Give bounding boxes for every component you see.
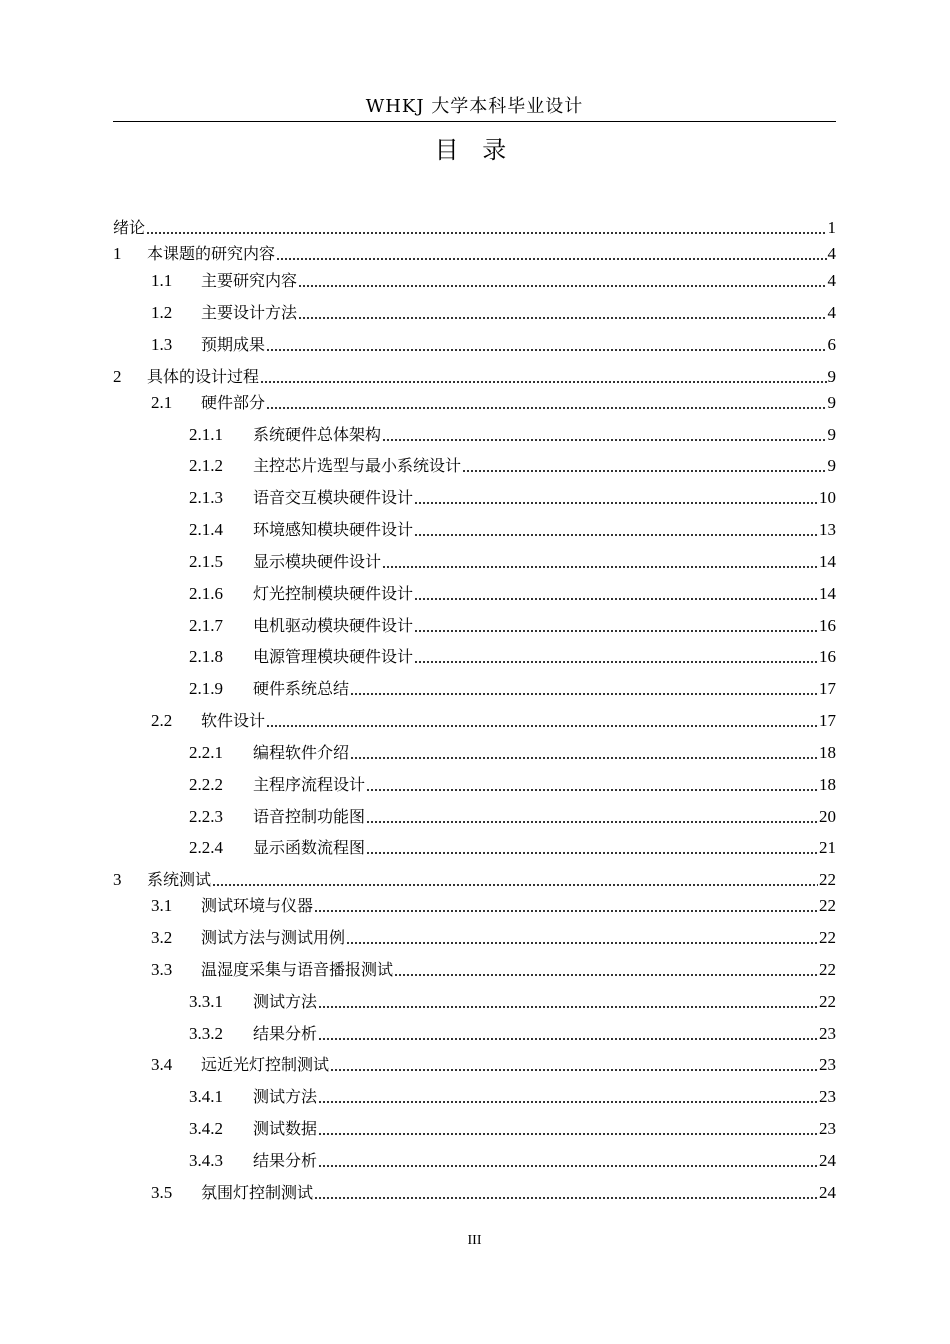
toc-entry-page-number: 16 — [819, 616, 836, 635]
toc-entry-label: 软件设计 — [201, 711, 266, 730]
toc-dot-leader — [266, 407, 826, 409]
toc-entry[interactable] — [189, 1116, 836, 1140]
toc-dot-leader — [298, 317, 826, 319]
toc-dot-leader — [366, 821, 818, 823]
toc-dot-leader — [318, 1165, 818, 1167]
toc-entry-label: 电机驱动模块硬件设计 — [253, 616, 414, 635]
toc-entry-page-number: 1 — [827, 218, 836, 237]
toc-entry-label: 测试环境与仪器 — [201, 896, 314, 915]
toc-entry-label: 主要设计方法 — [201, 303, 298, 322]
toc-dot-leader — [314, 1197, 818, 1199]
toc-entry[interactable] — [151, 1052, 836, 1076]
toc-entry[interactable] — [189, 989, 836, 1013]
toc-entry-page-number: 6 — [827, 335, 836, 354]
toc-entry[interactable] — [189, 1148, 836, 1172]
toc-entry-page-number: 22 — [819, 928, 836, 947]
toc-dot-leader — [318, 1006, 818, 1008]
toc-entry-number: 2.1.4 — [189, 520, 223, 539]
toc-entry-number: 1.3 — [151, 335, 173, 354]
toc-entry-label: 本课题的研究内容 — [147, 244, 276, 263]
toc-entry-label: 测试方法与测试用例 — [201, 928, 346, 947]
toc-entry-number: 3.3.2 — [189, 1024, 223, 1043]
toc-dot-leader — [414, 502, 818, 504]
toc-entry[interactable] — [189, 772, 836, 796]
toc-entry-number: 2.2.1 — [189, 743, 223, 762]
page-title: 目 录 — [434, 136, 515, 164]
toc-dot-leader — [212, 884, 818, 886]
toc-dot-leader — [394, 974, 818, 976]
toc-entry-page-number: 9 — [827, 456, 836, 475]
toc-entry-page-number: 18 — [819, 743, 836, 762]
toc-entry-label: 测试方法 — [253, 1087, 318, 1106]
page-header: WHKJ 大学本科毕业设计 — [365, 96, 584, 117]
toc-entry[interactable] — [189, 835, 836, 859]
toc-entry-label: 主控芯片选型与最小系统设计 — [253, 456, 462, 475]
toc-entry-page-number: 17 — [819, 711, 836, 730]
toc-entry[interactable] — [189, 453, 836, 477]
toc-dot-leader — [462, 470, 826, 472]
toc-entry-label: 显示模块硬件设计 — [253, 552, 382, 571]
toc-entry-label: 远近光灯控制测试 — [201, 1055, 330, 1074]
toc-entry-page-number: 24 — [819, 1151, 836, 1170]
toc-entry-page-number: 24 — [819, 1183, 836, 1202]
toc-entry-page-number: 9 — [827, 425, 836, 444]
toc-dot-leader — [350, 757, 818, 759]
toc-entry-label: 硬件部分 — [201, 393, 266, 412]
toc-entry-number: 2.2.4 — [189, 838, 223, 857]
toc-dot-leader — [366, 789, 818, 791]
toc-entry-page-number: 14 — [819, 584, 836, 603]
toc-entry-number: 3 — [113, 870, 122, 889]
toc-dot-leader — [330, 1069, 818, 1071]
toc-dot-leader — [314, 910, 818, 912]
toc-entry[interactable] — [189, 485, 836, 509]
toc-entry-number: 2.1 — [151, 393, 173, 412]
toc-entry-number: 3.3.1 — [189, 992, 223, 1011]
toc-entry-page-number: 20 — [819, 807, 836, 826]
toc-entry-number: 1.2 — [151, 303, 173, 322]
toc-entry-number: 2.1.5 — [189, 552, 223, 571]
toc-entry-number: 2.1.6 — [189, 584, 223, 603]
toc-dot-leader — [318, 1101, 818, 1103]
toc-entry-number: 2.1.8 — [189, 647, 223, 666]
toc-entry-label: 结果分析 — [253, 1151, 318, 1170]
toc-entry-label: 主程序流程设计 — [253, 775, 366, 794]
toc-entry-page-number: 9 — [827, 367, 836, 386]
toc-entry-label: 氛围灯控制测试 — [201, 1183, 314, 1202]
toc-entry-label: 编程软件介绍 — [253, 743, 350, 762]
toc-entry-page-number: 18 — [819, 775, 836, 794]
toc-entry-number: 1 — [113, 244, 122, 263]
toc-entry[interactable] — [113, 215, 836, 239]
toc-dot-leader — [298, 285, 826, 287]
toc-entry-page-number: 16 — [819, 647, 836, 666]
toc-dot-leader — [266, 725, 818, 727]
toc-entry-page-number: 23 — [819, 1024, 836, 1043]
toc-entry-page-number: 9 — [827, 393, 836, 412]
toc-entry-number: 2.2.3 — [189, 807, 223, 826]
toc-entry[interactable] — [113, 364, 836, 388]
toc-entry-number: 3.4 — [151, 1055, 173, 1074]
toc-entry[interactable] — [189, 613, 836, 637]
toc-entry[interactable] — [189, 581, 836, 605]
toc-entry[interactable] — [151, 957, 836, 981]
toc-dot-leader — [266, 349, 826, 351]
toc-entry-page-number: 14 — [819, 552, 836, 571]
toc-entry[interactable] — [151, 268, 836, 292]
toc-entry-number: 2.2 — [151, 711, 173, 730]
toc-entry[interactable] — [151, 332, 836, 356]
toc-entry[interactable] — [151, 1180, 836, 1204]
toc-dot-leader — [414, 661, 818, 663]
toc-dot-leader — [146, 232, 826, 234]
toc-dot-leader — [414, 630, 818, 632]
toc-entry-number: 3.1 — [151, 896, 173, 915]
toc-entry-page-number: 17 — [819, 679, 836, 698]
toc-entry[interactable] — [151, 390, 836, 414]
toc-entry-number: 3.4.1 — [189, 1087, 223, 1106]
toc-entry-page-number: 22 — [819, 870, 836, 889]
toc-entry[interactable] — [189, 804, 836, 828]
toc-dot-leader — [366, 852, 818, 854]
toc-entry[interactable] — [151, 893, 836, 917]
toc-entry-number: 1.1 — [151, 271, 173, 290]
toc-entry-page-number: 4 — [827, 303, 836, 322]
toc-entry-number: 3.4.2 — [189, 1119, 223, 1138]
toc-dot-leader — [346, 942, 818, 944]
toc-dot-leader — [414, 598, 818, 600]
toc-entry-label: 温湿度采集与语音播报测试 — [201, 960, 394, 979]
toc-entry-label: 测试方法 — [253, 992, 318, 1011]
toc-entry[interactable] — [189, 676, 836, 700]
toc-entry-label: 系统硬件总体架构 — [253, 425, 382, 444]
toc-dot-leader — [318, 1133, 818, 1135]
toc-entry-page-number: 22 — [819, 992, 836, 1011]
toc-entry[interactable] — [113, 867, 836, 891]
toc-entry-label: 语音交互模块硬件设计 — [253, 488, 414, 507]
toc-entry[interactable] — [151, 708, 836, 732]
toc-entry-number: 2.1.1 — [189, 425, 223, 444]
toc-entry-number: 2.1.3 — [189, 488, 223, 507]
toc-entry[interactable] — [151, 925, 836, 949]
toc-dot-leader — [382, 439, 826, 441]
toc-dot-leader — [276, 258, 826, 260]
toc-entry-label: 测试数据 — [253, 1119, 318, 1138]
toc-entry-number: 2.2.2 — [189, 775, 223, 794]
toc-entry-label: 硬件系统总结 — [253, 679, 350, 698]
toc-entry-page-number: 23 — [819, 1119, 836, 1138]
toc-dot-leader — [260, 381, 826, 383]
toc-entry-label: 结果分析 — [253, 1024, 318, 1043]
toc-entry-label: 预期成果 — [201, 335, 266, 354]
toc-entry-number: 3.2 — [151, 928, 173, 947]
toc-dot-leader — [414, 534, 818, 536]
toc-entry-label: 具体的设计过程 — [147, 367, 260, 386]
toc-entry-number: 2.1.7 — [189, 616, 223, 635]
page-number: III — [467, 1233, 482, 1248]
toc-dot-leader — [350, 693, 818, 695]
table-of-contents — [113, 0, 836, 1344]
toc-entry-page-number: 10 — [819, 488, 836, 507]
toc-entry[interactable] — [189, 422, 836, 446]
toc-entry-number: 3.5 — [151, 1183, 173, 1202]
toc-entry-page-number: 23 — [819, 1055, 836, 1074]
toc-entry[interactable] — [189, 740, 836, 764]
toc-entry-label: 语音控制功能图 — [253, 807, 366, 826]
toc-entry-number: 2 — [113, 367, 122, 386]
toc-entry-label: 主要研究内容 — [201, 271, 298, 290]
toc-entry-number: 3.3 — [151, 960, 173, 979]
toc-entry[interactable] — [151, 300, 836, 324]
toc-entry-label: 系统测试 — [147, 870, 212, 889]
toc-entry[interactable] — [189, 1084, 836, 1108]
toc-entry-page-number: 13 — [819, 520, 836, 539]
toc-entry-page-number: 23 — [819, 1087, 836, 1106]
toc-entry-page-number: 22 — [819, 960, 836, 979]
toc-entry[interactable] — [189, 549, 836, 573]
toc-entry[interactable] — [113, 241, 836, 265]
toc-entry-number: 3.4.3 — [189, 1151, 223, 1170]
toc-entry-number: 2.1.2 — [189, 456, 223, 475]
toc-entry-label: 灯光控制模块硬件设计 — [253, 584, 414, 603]
toc-entry[interactable] — [189, 644, 836, 668]
toc-entry-label: 显示函数流程图 — [253, 838, 366, 857]
toc-dot-leader — [382, 566, 818, 568]
toc-entry-label: 电源管理模块硬件设计 — [253, 647, 414, 666]
toc-entry[interactable] — [189, 517, 836, 541]
toc-entry-page-number: 4 — [827, 244, 836, 263]
toc-dot-leader — [318, 1038, 818, 1040]
toc-entry-label: 环境感知模块硬件设计 — [253, 520, 414, 539]
toc-entry[interactable] — [189, 1021, 836, 1045]
toc-entry-page-number: 4 — [827, 271, 836, 290]
toc-entry-page-number: 21 — [819, 838, 836, 857]
toc-entry-number: 2.1.9 — [189, 679, 223, 698]
toc-entry-page-number: 22 — [819, 896, 836, 915]
toc-entry-label: 绪论 — [113, 218, 146, 237]
